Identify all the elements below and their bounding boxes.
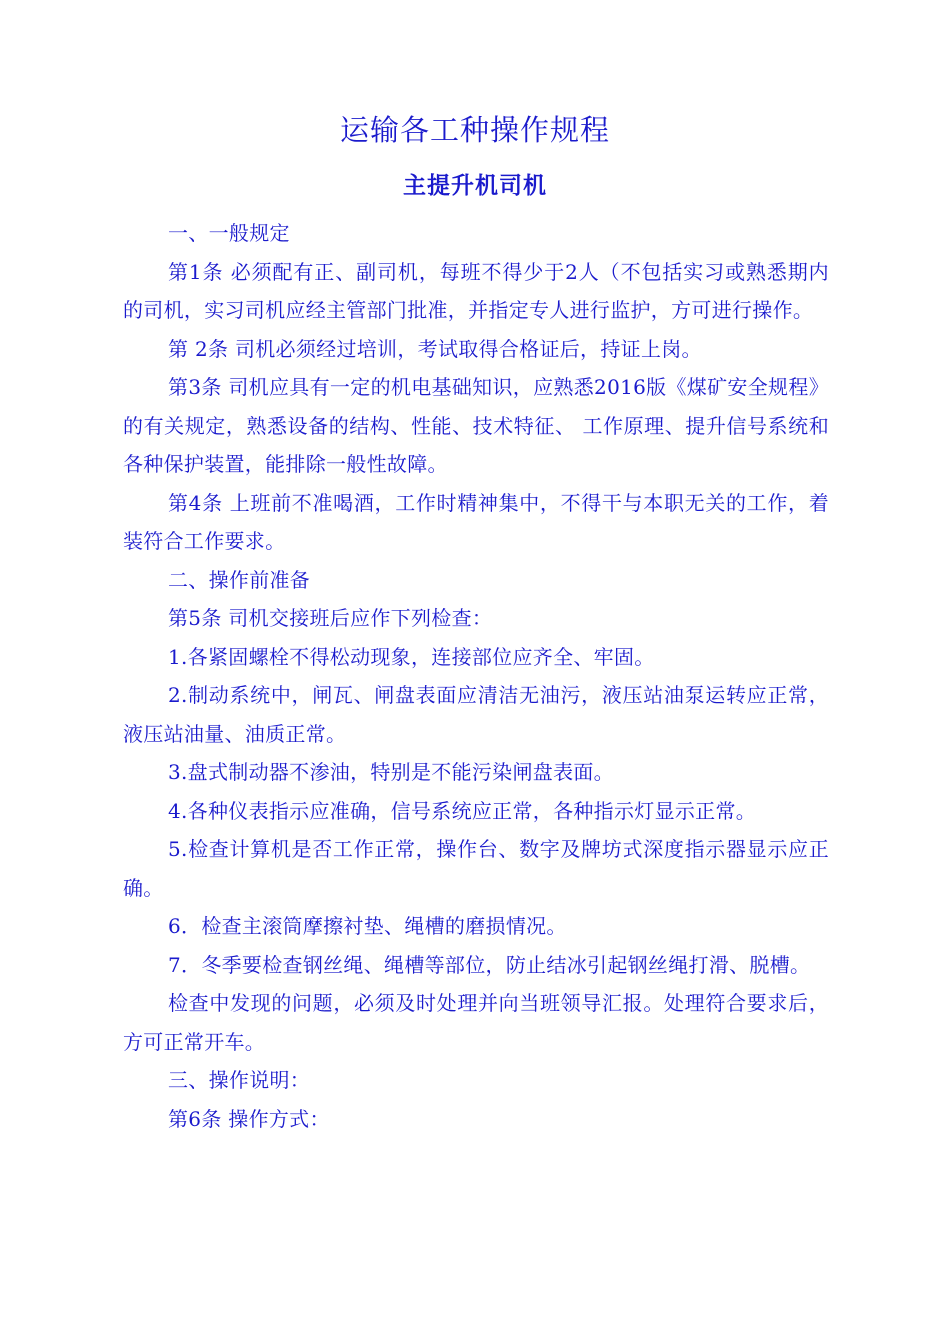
article-5: 第5条 司机交接班后应作下列检查： — [168, 606, 493, 630]
article-2: 第 2条 司机必须经过培训，考试取得合格证后，持证上岗。 — [168, 336, 702, 361]
document-body — [123, 214, 829, 1138]
article-6: 第6条 操作方式： — [168, 1106, 330, 1131]
check-item-3: 3.盘式制动器不渗油，特别是不能污染闸盘表面。 — [168, 760, 614, 784]
heading-preparation: 二、操作前准备 — [168, 567, 311, 592]
check-item-1: 1.各紧固螺栓不得松动现象，连接部位应齐全、牢固。 — [168, 644, 655, 669]
check-item-4: 4.各种仪表指示应准确，信号系统应正常，各种指示灯显示正常。 — [168, 798, 757, 823]
check-item-6: 6．检查主滚筒摩擦衬垫、绳槽的磨损情况。 — [168, 914, 567, 938]
check-summary: 检查中发现的问题，必须及时处理并向当班领导汇报。处理符合要求后，方可正常开车。 — [123, 991, 829, 1054]
article-1: 第1条 必须配有正、副司机，每班不得少于2人（不包括实习或熟悉期内的司机，实习司机应经主管部门批准，并指定专人进行监护，方可进行操作。 — [123, 259, 829, 322]
document-title: 运输各工种操作规程 — [339, 113, 610, 147]
article-4: 第4条 上班前不准喝酒，工作时精神集中，不得干与本职无关的工作，着装符合工作要求。 — [123, 490, 829, 553]
article-3: 第3条 司机应具有一定的机电基础知识，应熟悉2016版《煤矿安全规程》的有关规定，熟悉设备的结构、性能、技术特征、 工作原理、提升信号系统和各种保护装置，能排除一般性故障。 — [123, 375, 829, 476]
check-item-5: 5.检查计算机是否工作正常，操作台、数字及牌坊式深度指示器显示应正确。 — [123, 837, 829, 900]
heading-operation: 三、操作说明： — [168, 1068, 311, 1092]
check-item-2: 2.制动系统中，闸瓦、闸盘表面应清洁无油污，液压站油泵运转应正常，液压站油量、油质正常。 — [123, 683, 829, 746]
check-item-7: 7．冬季要检查钢丝绳、绳槽等部位，防止结冰引起钢丝绳打滑、脱槽。 — [168, 952, 811, 977]
section-subtitle: 主提升机司机 — [403, 173, 547, 199]
heading-general-rules: 一、一般规定 — [168, 221, 290, 245]
